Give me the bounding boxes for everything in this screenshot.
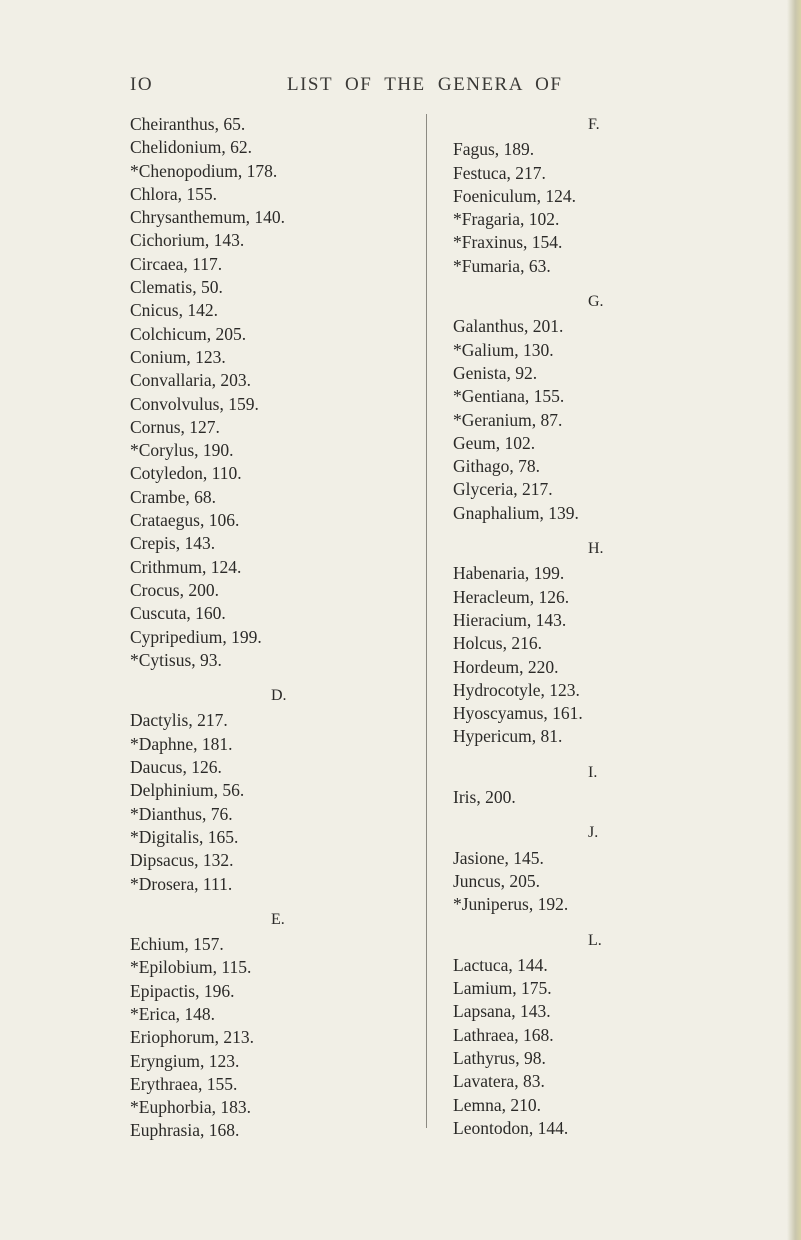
genus-entry: Lactuca, 144. (453, 954, 548, 975)
genus-entry: Echium, 157. (130, 934, 224, 955)
section-letter: F. (588, 116, 600, 133)
genus-entry: Holcus, 216. (453, 633, 542, 654)
genus-entry: Crataegus, 106. (130, 510, 240, 531)
genus-entry: Hyoscyamus, 161. (453, 703, 583, 724)
running-title: LIST OF THE GENERA OF (287, 74, 563, 95)
genus-entry: *Daphne, 181. (130, 733, 233, 754)
genus-entry: *Corylus, 190. (130, 440, 234, 461)
genus-entry: Cornus, 127. (130, 416, 220, 437)
genus-entry: Heracleum, 126. (453, 586, 570, 607)
genus-entry: Hieracium, 143. (453, 609, 567, 630)
genus-entry: Hordeum, 220. (453, 656, 559, 677)
genus-entry: *Fumaria, 63. (453, 255, 551, 276)
genus-entry: Cheiranthus, 65. (130, 114, 246, 134)
genus-entry: Delphinium, 56. (130, 780, 245, 801)
genus-entry: Cichorium, 143. (130, 230, 245, 251)
section-letter: J. (588, 824, 599, 842)
genus-entry: Cotyledon, 110. (130, 463, 242, 484)
genus-entry: Clematis, 50. (130, 277, 223, 298)
genus-entry: Crambe, 68. (130, 486, 217, 507)
genus-entry: Cuscuta, 160. (130, 603, 226, 624)
genus-entry: *Epilobium, 115. (130, 957, 252, 978)
genus-entry: *Cytisus, 93. (130, 649, 222, 670)
genus-entry: *Digitalis, 165. (130, 826, 239, 847)
section-letter: D. (271, 687, 287, 705)
genus-entry: Eryngium, 123. (130, 1050, 240, 1071)
genera-column-right (453, 113, 753, 1140)
genus-entry: Convolvulus, 159. (130, 393, 259, 414)
genus-entry: Lemna, 210. (453, 1094, 541, 1115)
page-number: IO (130, 74, 154, 95)
genus-entry: Crithmum, 124. (130, 556, 242, 577)
genus-entry: Erythraea, 155. (130, 1073, 238, 1094)
genus-entry: *Fragaria, 102. (453, 209, 560, 230)
genus-entry: Geum, 102. (453, 432, 536, 453)
genus-entry: Chelidonium, 62. (130, 137, 253, 158)
genus-entry: Lapsana, 143. (453, 1001, 551, 1022)
genus-entry: *Galium, 130. (453, 339, 554, 360)
column-divider (426, 114, 427, 1128)
genus-entry: Crepis, 143. (130, 533, 216, 554)
genus-entry: *Gentiana, 155. (453, 386, 565, 407)
genus-entry: *Euphorbia, 183. (130, 1097, 252, 1118)
genus-entry: *Fraxinus, 154. (453, 232, 563, 253)
genus-entry: *Dianthus, 76. (130, 803, 233, 824)
genus-entry: Chrysanthemum, 140. (130, 207, 286, 228)
genus-entry: Galanthus, 201. (453, 316, 564, 337)
section-letter: L. (588, 931, 602, 949)
genus-entry: Iris, 200. (453, 787, 516, 808)
genus-entry: Habenaria, 199. (453, 563, 565, 584)
genus-entry: Festuca, 217. (453, 162, 546, 183)
genus-entry: Lavatera, 83. (453, 1071, 545, 1092)
genus-entry: *Chenopodium, 178. (130, 160, 278, 181)
genus-entry: Jasione, 145. (453, 847, 544, 868)
page-edge-shadow (787, 0, 801, 1240)
genus-entry: Crocus, 200. (130, 579, 219, 600)
genus-entry: Glyceria, 217. (453, 479, 553, 500)
genus-entry: Dactylis, 217. (130, 710, 228, 731)
genus-entry: *Erica, 148. (130, 1003, 216, 1024)
genus-entry: Juncus, 205. (453, 870, 541, 891)
genus-entry: *Juniperus, 192. (453, 894, 569, 915)
genus-entry: Convallaria, 203. (130, 370, 252, 391)
genus-entry: Genista, 92. (453, 362, 538, 383)
section-letter: G. (588, 293, 604, 311)
genus-entry: Lathyrus, 98. (453, 1047, 546, 1068)
genus-entry: Colchicum, 205. (130, 323, 247, 344)
genus-entry: Cypripedium, 199. (130, 626, 262, 647)
genus-entry: Circaea, 117. (130, 253, 223, 274)
genus-entry: Euphrasia, 168. (130, 1120, 240, 1141)
genus-entry: *Geranium, 87. (453, 409, 563, 430)
genus-entry: Chlora, 155. (130, 183, 218, 204)
genus-entry: Lathraea, 168. (453, 1024, 554, 1045)
section-letter: H. (588, 540, 604, 558)
genus-entry: Hydrocotyle, 123. (453, 679, 580, 700)
genus-entry: *Drosera, 111. (130, 873, 233, 894)
genus-entry: Dipsacus, 132. (130, 850, 234, 871)
section-letter: E. (271, 910, 285, 928)
genus-entry: Daucus, 126. (130, 757, 222, 778)
genus-entry: Cnicus, 142. (130, 300, 218, 321)
genus-entry: Eriophorum, 213. (130, 1027, 254, 1048)
genera-column-left (130, 113, 435, 1143)
genus-entry: Conium, 123. (130, 346, 226, 367)
genus-entry: Githago, 78. (453, 456, 541, 477)
genus-entry: Fagus, 189. (453, 139, 535, 160)
genus-entry: Leontodon, 144. (453, 1117, 569, 1138)
genus-entry: Lamium, 175. (453, 978, 552, 999)
genus-entry: Hypericum, 81. (453, 726, 563, 747)
section-letter: I. (588, 763, 598, 781)
genus-entry: Gnaphalium, 139. (453, 502, 579, 523)
genus-entry: Foeniculum, 124. (453, 185, 576, 206)
genus-entry: Epipactis, 196. (130, 980, 235, 1001)
